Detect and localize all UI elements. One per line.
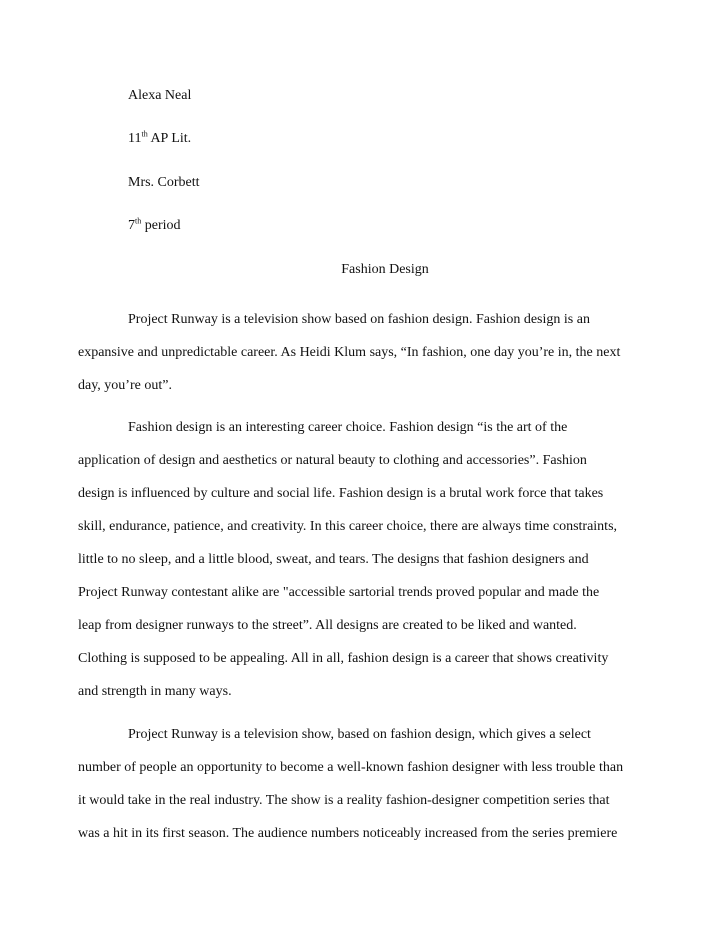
paragraph-2-line-7: leap from designer runways to the street”. All designs are created to be liked and wanted. xyxy=(78,618,577,633)
paragraph-3-line-2: number of people an opportunity to become a well-known fashion designer with less trouble than xyxy=(78,760,624,775)
class-number: 11 xyxy=(128,131,142,146)
essay-title: Fashion Design xyxy=(341,262,429,277)
paragraph-2-line-5: little to no sleep, and a little blood, sweat, and tears. The designs that fashion designers and xyxy=(78,552,589,567)
paragraph-1-line-1: Project Runway is a television show based on fashion design. Fashion design is an xyxy=(128,312,590,327)
class-label: AP Lit. xyxy=(147,131,192,146)
period-label: period xyxy=(141,218,181,233)
paragraph-3-line-1: Project Runway is a television show, based on fashion design, which gives a select xyxy=(128,727,591,742)
period-number: 7 xyxy=(128,218,135,233)
period-ordinal-suffix: th xyxy=(135,216,142,226)
paragraph-2-line-6: Project Runway contestant alike are "accessible sartorial trends proved popular and made the xyxy=(78,585,600,600)
paragraph-1-line-3: day, you’re out”. xyxy=(78,378,172,393)
paragraph-1-line-2: expansive and unpredictable career. As Heidi Klum says, “In fashion, one day you’re in, the next xyxy=(78,345,621,360)
paragraph-3-line-3: it would take in the real industry. The show is a reality fashion-designer competition series that xyxy=(78,793,610,808)
class-period xyxy=(128,218,181,234)
class-ordinal-suffix: th xyxy=(141,129,148,139)
paragraph-2-line-1: Fashion design is an interesting career choice. Fashion design “is the art of the xyxy=(128,420,568,435)
class-name xyxy=(128,131,191,147)
paragraph-2-line-9: and strength in many ways. xyxy=(78,684,232,699)
paragraph-2-line-3: design is influenced by culture and social life. Fashion design is a brutal work force that takes xyxy=(78,486,604,501)
paragraph-3-line-4: was a hit in its first season. The audience numbers noticeably increased from the series premiere xyxy=(78,826,618,841)
teacher-name: Mrs. Corbett xyxy=(128,175,200,190)
paragraph-2-line-2: application of design and aesthetics or natural beauty to clothing and accessories”. Fashion xyxy=(78,453,587,468)
student-name: Alexa Neal xyxy=(128,88,192,103)
paragraph-2-line-4: skill, endurance, patience, and creativity. In this career choice, there are always time constraints, xyxy=(78,519,618,534)
paragraph-2-line-8: Clothing is supposed to be appealing. All in all, fashion design is a career that shows creativity xyxy=(78,651,609,666)
